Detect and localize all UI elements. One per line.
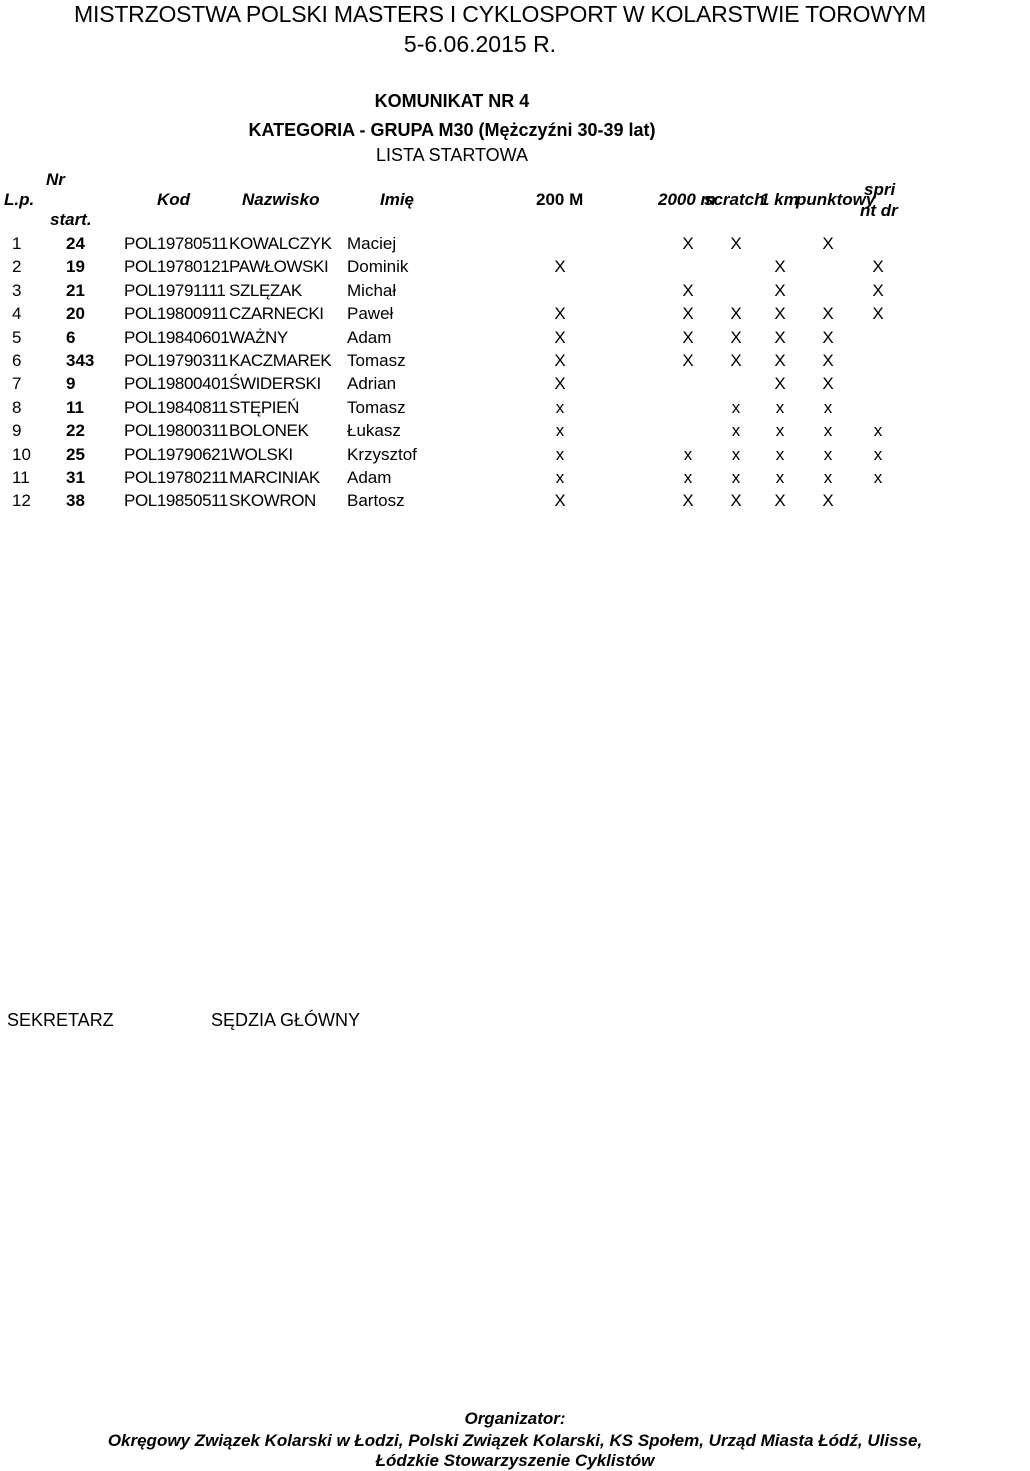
table-row xyxy=(0,232,960,255)
cell-event-mark: x xyxy=(683,468,693,487)
cell-event-mark: x xyxy=(873,444,883,464)
cell-event-mark: X xyxy=(682,234,694,253)
cell-event-mark: X xyxy=(822,327,834,347)
header-2000m: 2000 m xyxy=(658,190,716,209)
organizer-label: Organizator: xyxy=(464,1409,566,1428)
cell-event-mark: x xyxy=(823,468,833,487)
table-row xyxy=(0,396,960,419)
header-200m: 200 M xyxy=(536,190,584,209)
cell-event-mark: x xyxy=(555,468,565,487)
cell-event-mark: x xyxy=(823,444,833,464)
cell-event-mark: X xyxy=(774,327,786,347)
cell-start-number: 6 xyxy=(66,327,76,347)
cell-surname: CZARNECKI xyxy=(229,304,324,324)
cell-event-mark: x xyxy=(731,468,741,487)
secretary-signature-label: SEKRETARZ xyxy=(7,1010,114,1030)
cell-lp: 3 xyxy=(12,280,22,300)
table-row xyxy=(0,349,960,372)
cell-event-mark: X xyxy=(554,304,566,324)
cell-surname: KACZMAREK xyxy=(229,351,332,370)
cell-start-number: 22 xyxy=(66,421,85,441)
cell-event-mark: x xyxy=(775,468,785,487)
cell-event-mark: X xyxy=(682,351,694,370)
cell-lp: 4 xyxy=(12,304,22,324)
header-nr: Nr xyxy=(46,170,65,189)
table-row xyxy=(0,419,960,442)
cell-first-name: Tomasz xyxy=(347,351,406,370)
cell-event-mark: x xyxy=(555,444,565,464)
table-row xyxy=(0,443,960,466)
cell-code: POL19800911 xyxy=(124,304,228,324)
cell-start-number: 11 xyxy=(66,397,84,417)
cell-event-mark: X xyxy=(822,234,834,253)
cell-event-mark: X xyxy=(730,234,742,253)
cell-event-mark: X xyxy=(774,351,786,370)
cell-event-mark: X xyxy=(554,257,566,277)
cell-surname: MARCINIAK xyxy=(229,468,320,487)
header-sprint-top: spri xyxy=(864,180,896,199)
cell-event-mark: X xyxy=(554,374,566,394)
cell-event-mark: X xyxy=(822,491,834,511)
cell-first-name: Adam xyxy=(347,468,392,487)
cell-surname: BOLONEK xyxy=(229,421,309,441)
cell-event-mark: x xyxy=(873,468,883,487)
cell-start-number: 38 xyxy=(66,491,85,511)
cell-lp: 6 xyxy=(12,351,22,370)
cell-lp: 1 xyxy=(12,234,22,253)
cell-event-mark: x xyxy=(731,397,741,417)
cell-code: POL19790621 xyxy=(124,444,230,464)
cell-event-mark: x xyxy=(775,397,785,417)
cell-lp: 10 xyxy=(12,444,31,464)
cell-event-mark: X xyxy=(822,351,834,370)
header-kod: Kod xyxy=(157,190,191,209)
table-row xyxy=(0,302,960,325)
header-1km: 1 km xyxy=(760,190,799,209)
organizer-line-2: Łódzkie Stowarzyszenie Cyklistów xyxy=(375,1451,655,1470)
header-lp: L.p. xyxy=(4,190,35,209)
cell-event-mark: x xyxy=(731,421,741,441)
cell-surname: PAWŁOWSKI xyxy=(229,257,329,277)
cell-event-mark: x xyxy=(873,421,883,441)
cell-event-mark: X xyxy=(554,491,566,511)
cell-event-mark: X xyxy=(872,304,884,324)
cell-start-number: 21 xyxy=(66,280,85,300)
header-imie: Imię xyxy=(380,190,415,209)
cell-start-number: 24 xyxy=(66,234,85,253)
cell-event-mark: X xyxy=(774,280,786,300)
table-row xyxy=(0,489,960,512)
cell-first-name: Łukasz xyxy=(347,421,401,441)
table-row xyxy=(0,255,960,278)
cell-event-mark: X xyxy=(730,491,742,511)
cell-event-mark: x xyxy=(731,444,741,464)
cell-first-name: Maciej xyxy=(347,234,397,253)
cell-lp: 7 xyxy=(12,374,22,394)
cell-first-name: Michał xyxy=(347,280,397,300)
cell-event-mark: X xyxy=(774,491,786,511)
start-list-heading: LISTA STARTOWA xyxy=(375,145,529,165)
cell-event-mark: x xyxy=(555,421,565,441)
cell-lp: 12 xyxy=(12,491,31,511)
cell-event-mark: X xyxy=(554,351,566,370)
cell-first-name: Bartosz xyxy=(347,491,405,511)
cell-surname: ŚWIDERSKI xyxy=(229,374,321,394)
cell-event-mark: X xyxy=(730,327,742,347)
komunikat-heading: KOMUNIKAT NR 4 xyxy=(374,91,530,111)
cell-event-mark: X xyxy=(682,280,694,300)
cell-start-number: 19 xyxy=(66,257,85,277)
cell-event-mark: x xyxy=(555,397,565,417)
cell-code: POL19800311 xyxy=(124,421,228,441)
cell-event-mark: X xyxy=(872,257,884,277)
cell-lp: 9 xyxy=(12,421,22,441)
table-row xyxy=(0,466,960,489)
cell-event-mark: X xyxy=(730,351,742,370)
cell-start-number: 25 xyxy=(66,444,85,464)
cell-lp: 2 xyxy=(12,257,22,277)
cell-lp: 5 xyxy=(12,327,22,347)
cell-lp: 8 xyxy=(12,397,22,417)
cell-event-mark: X xyxy=(872,280,884,300)
header-scratch: scratch xyxy=(704,190,765,209)
cell-event-mark: X xyxy=(554,327,566,347)
cell-lp: 11 xyxy=(12,468,30,487)
cell-event-mark: X xyxy=(682,327,694,347)
cell-code: POL19790311 xyxy=(124,351,228,370)
cell-event-mark: x xyxy=(823,421,833,441)
cell-surname: WAŻNY xyxy=(229,327,288,347)
cell-event-mark: x xyxy=(775,444,785,464)
cell-surname: SZLĘZAK xyxy=(229,280,302,300)
cell-first-name: Adam xyxy=(347,327,392,347)
cell-first-name: Krzysztof xyxy=(347,444,417,464)
cell-code: POL19800401 xyxy=(124,374,230,394)
header-nazwisko: Nazwisko xyxy=(242,190,320,209)
cell-start-number: 9 xyxy=(66,374,76,394)
cell-surname: SKOWRON xyxy=(229,491,316,511)
cell-event-mark: X xyxy=(774,257,786,277)
cell-first-name: Dominik xyxy=(347,257,409,277)
cell-first-name: Adrian xyxy=(347,374,397,394)
cell-code: POL19791111 xyxy=(124,280,226,300)
category-heading: KATEGORIA - GRUPA M30 (Mężczyźni 30-39 lat) xyxy=(248,120,656,140)
cell-surname: KOWALCZYK xyxy=(229,234,332,253)
cell-start-number: 20 xyxy=(66,304,85,324)
cell-code: POL19780511 xyxy=(124,234,228,253)
cell-code: POL19850511 xyxy=(124,491,228,511)
header-start: start. xyxy=(50,210,92,229)
organizer-line-1: Okręgowy Związek Kolarski w Łodzi, Polski Związek Kolarski, KS Społem, Urząd Miasta Łódź, Ulisse, xyxy=(107,1431,923,1450)
cell-surname: STĘPIEŃ xyxy=(229,397,299,417)
cell-event-mark: X xyxy=(682,491,694,511)
cell-event-mark: X xyxy=(822,304,834,324)
cell-event-mark: x xyxy=(775,421,785,441)
cell-event-mark: x xyxy=(683,444,693,464)
cell-start-number: 31 xyxy=(66,468,85,487)
cell-surname: WOLSKI xyxy=(229,444,293,464)
table-row xyxy=(0,279,960,302)
cell-first-name: Paweł xyxy=(347,304,394,324)
cell-event-mark: X xyxy=(682,304,694,324)
table-row xyxy=(0,326,960,349)
cell-event-mark: X xyxy=(822,374,834,394)
cell-event-mark: X xyxy=(774,304,786,324)
document-date: 5-6.06.2015 R. xyxy=(403,31,557,57)
header-sprint-bottom: nt dr xyxy=(860,201,898,220)
chief-judge-signature-label: SĘDZIA GŁÓWNY xyxy=(211,1010,361,1030)
cell-code: POL19840601 xyxy=(124,327,230,347)
cell-code: POL19780121 xyxy=(124,257,230,277)
cell-first-name: Tomasz xyxy=(347,397,406,417)
document-title: MISTRZOSTWA POLSKI MASTERS I CYKLOSPORT W KOLARSTWIE TOROWYM xyxy=(74,1,926,27)
header-punktowy: punktowy xyxy=(796,190,876,209)
cell-start-number: 343 xyxy=(66,351,95,370)
cell-event-mark: X xyxy=(730,304,742,324)
cell-event-mark: x xyxy=(823,397,833,417)
cell-event-mark: X xyxy=(774,374,786,394)
table-row xyxy=(0,372,960,395)
cell-code: POL19780211 xyxy=(124,468,228,487)
cell-code: POL19840811 xyxy=(124,397,228,417)
